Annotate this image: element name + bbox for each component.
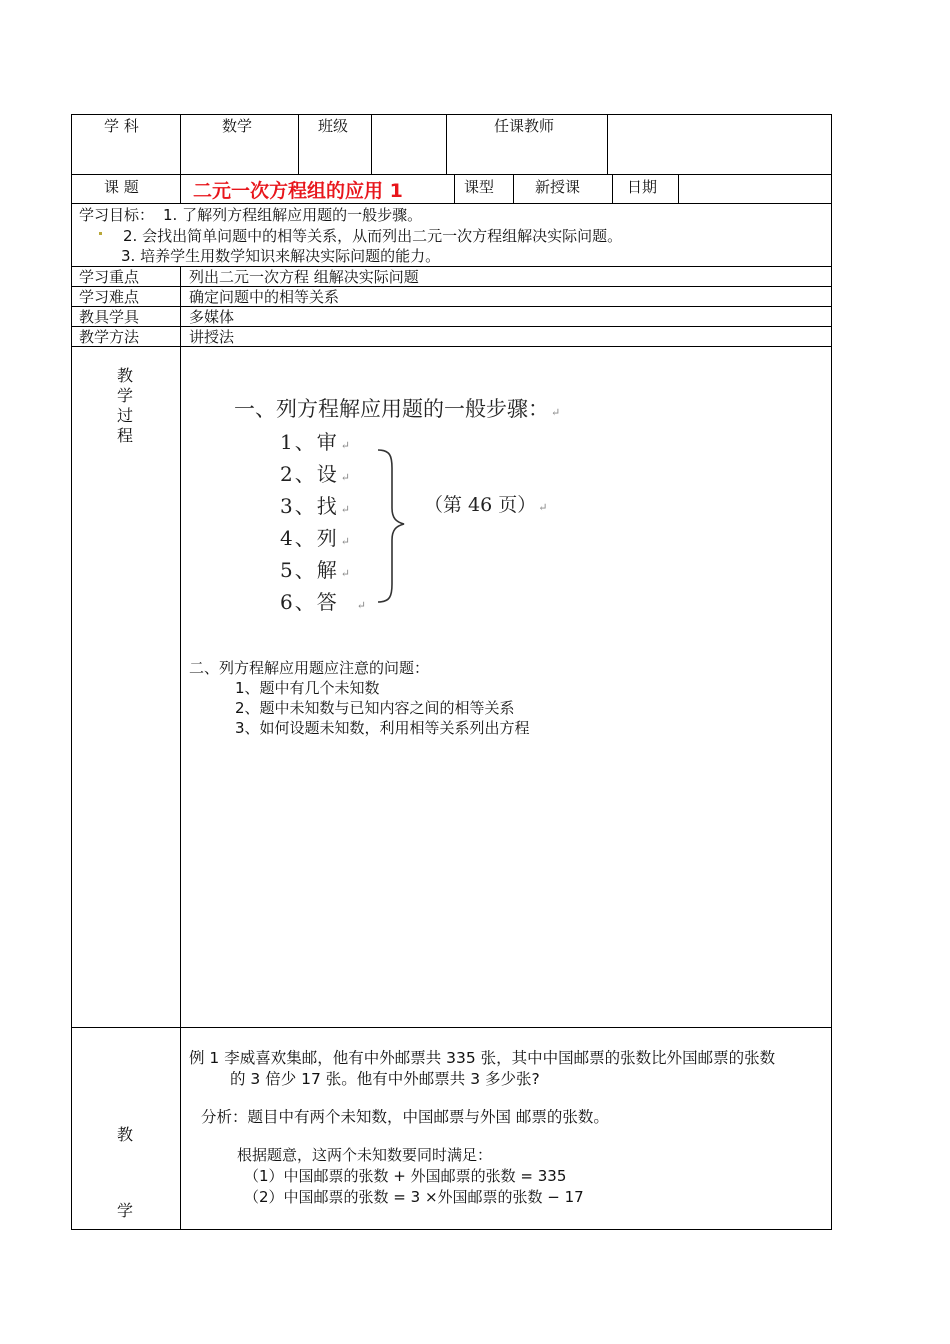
focus-value: 列出二元一次方程 组解决实际问题 (189, 268, 419, 286)
step-item: 2、设 ↵ (280, 462, 352, 486)
analysis-text: 分析：题目中有两个未知数，中国邮票与外国 邮票的张数。 (201, 1108, 609, 1126)
process-label-char: 过 (117, 406, 134, 425)
note-item: 2、题中未知数与已知内容之间的相等关系 (235, 699, 515, 717)
objective-item: 1. 了解列方程组解应用题的一般步骤。 (163, 206, 423, 224)
note-item: 3、如何设题未知数，利用相等关系列出方程 (235, 719, 530, 737)
step-item: 5、解 ↵ (280, 558, 352, 582)
process-label-char: 学 (117, 386, 134, 405)
section1-title: 一、列方程解应用题的一般步骤： ↵ (234, 397, 561, 421)
lesson-type-label: 课型 (464, 178, 495, 196)
method-label: 教学方法 (79, 328, 140, 346)
objective-item: 2. 会找出简单问题中的相等关系，从而列出二元一次方程组解决实际问题。 (123, 227, 623, 245)
date-label: 日期 (627, 178, 658, 196)
subject-value: 数学 (222, 117, 253, 135)
example-line: 的 3 倍少 17 张。他有中外邮票共 3 多少张? (230, 1070, 540, 1088)
class-label: 班级 (318, 117, 349, 135)
bullet-dot (99, 232, 102, 235)
teacher-label: 任课教师 (494, 117, 555, 135)
objectives-label: 学习目标： (79, 206, 155, 224)
lesson-type-value: 新授课 (535, 178, 581, 196)
difficulty-label: 学习难点 (79, 288, 140, 306)
teaching-label-char: 学 (117, 1201, 134, 1220)
topic-label: 课 题 (104, 178, 139, 196)
condition-item: （2）中国邮票的张数 = 3 ×外国邮票的张数 − 17 (244, 1188, 584, 1206)
subject-label: 学 科 (104, 117, 139, 135)
teaching-label-char: 教 (117, 1125, 134, 1144)
condition-intro: 根据题意，这两个未知数要同时满足： (237, 1146, 493, 1164)
topic-title: 二元一次方程组的应用 1 (193, 180, 403, 202)
tools-label: 教具学具 (79, 308, 140, 326)
step-item: 6、答 ↵ (280, 590, 368, 614)
objective-item: 3. 培养学生用数学知识来解决实际问题的能力。 (121, 247, 441, 265)
condition-item: （1）中国邮票的张数 + 外国邮票的张数 = 335 (244, 1167, 567, 1185)
difficulty-value: 确定问题中的相等关系 (189, 288, 340, 306)
curly-brace-icon (374, 448, 408, 604)
process-label-char: 教 (117, 366, 134, 385)
tools-value: 多媒体 (189, 308, 235, 326)
section2-title: 二、列方程解应用题应注意的问题： (189, 659, 430, 677)
page-reference: （第 46 页） ↵ (424, 494, 548, 516)
step-item: 4、列 ↵ (280, 526, 352, 550)
step-item: 1、审 ↵ (280, 430, 352, 454)
process-label-char: 程 (117, 426, 134, 445)
focus-label: 学习重点 (79, 268, 140, 286)
example-line: 例 1 李威喜欢集邮，他有中外邮票共 335 张，其中中国邮票的张数比外国邮票的张数 (189, 1049, 776, 1067)
note-item: 1、题中有几个未知数 (235, 679, 380, 697)
step-item: 3、找 ↵ (280, 494, 352, 518)
method-value: 讲授法 (189, 328, 235, 346)
